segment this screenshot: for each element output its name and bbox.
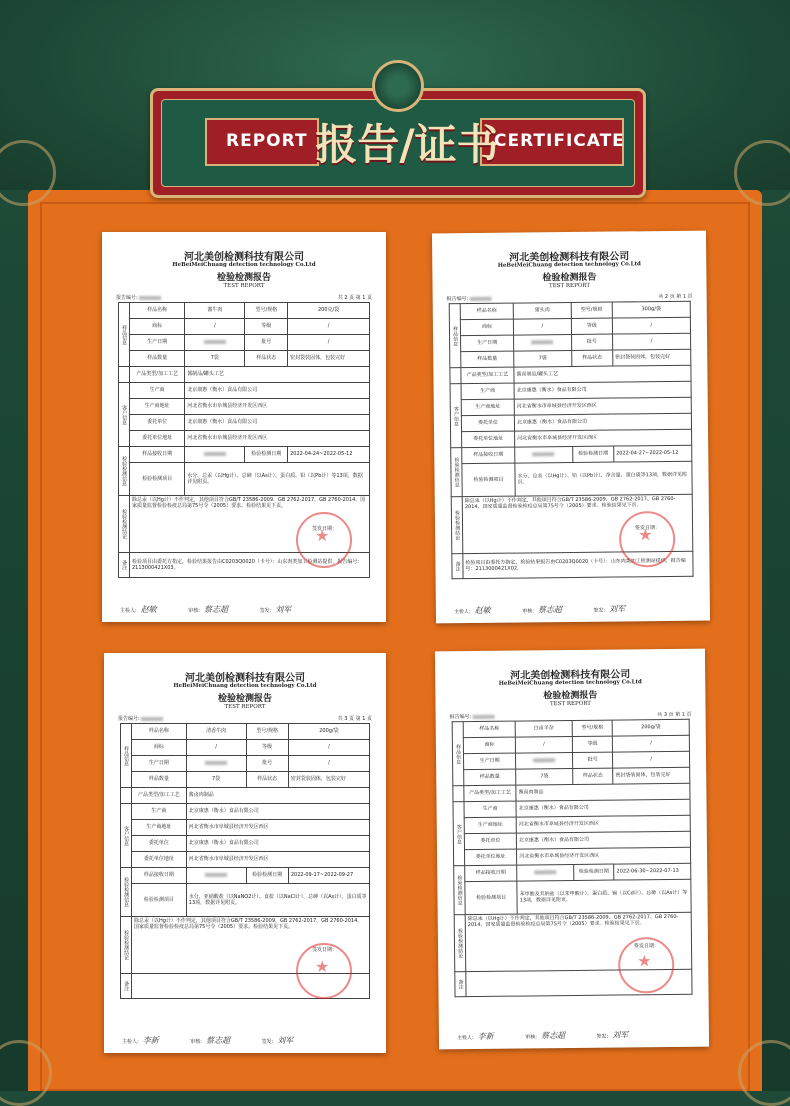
conclusion-cell: 除总汞（以Hg计）不作判定，其他项目符合GB/T 23586-2009、GB 2762-2017、GB 2760-2014、国家质量监督检验检疫总局第75号令（2005）要求。检验结果见下页。 签发日期： (462, 494, 693, 553)
company-name-en: HeBeiMeiChuang detection technology Co.Ltd (498, 679, 642, 687)
cell-label: 样品名称 (463, 721, 515, 738)
cell-label: 样品数量 (464, 769, 516, 786)
cell-value: / (612, 333, 690, 350)
cell-label: 检验检测项目 (130, 463, 185, 496)
cell-label: 型号/规格 (572, 720, 612, 736)
cell-value: 河北省衡水市阜城县经济开发区西区 (516, 815, 690, 833)
cell-value (185, 335, 245, 351)
left-border-strip (0, 190, 28, 1091)
cell-label: 批号 (572, 752, 612, 768)
cell-label: 样品状态 (573, 768, 613, 784)
side-label: 样品信息 (121, 724, 132, 788)
cell-value: 2022-04-27~2022-05-12 (614, 445, 692, 462)
company-name-en: HeBeiMeiChuang detection technology Co.Ltd (172, 262, 316, 268)
cell-label: 等级 (572, 736, 612, 752)
cell-value: / (288, 319, 370, 335)
cell-value: 北京康惠（衡水）食品有限公司 (185, 383, 370, 399)
cell-value: 北京康惠（衡水）食品有限公司 (185, 415, 370, 431)
cell-label: 批号 (571, 334, 612, 350)
cell-value: 白卤羊杂 (515, 720, 572, 737)
page-title: 报告/证书 (315, 120, 499, 169)
report-title: 检验检测报告 (542, 272, 597, 284)
cell-value: / (613, 751, 690, 768)
cell-value: / (612, 317, 690, 334)
report-title: 检验检测报告 (217, 694, 272, 704)
company-name-en: HeBeiMeiChuang detection technology Co.Ltd (173, 683, 317, 689)
page-count: 共 2 页 第 1 页 (658, 293, 693, 301)
side-label: 客户信息 (119, 383, 130, 447)
official-seal-icon (618, 937, 675, 994)
conclusion-cell: 除总汞（以Hg计）不作判定，其他项目符合GB/T 23586-2009、GB 2762-2017、GB 2760-2014、国家质量监督检验检疫总局第75号令（2005）要求。检验结果见下页。 签发日期： (465, 912, 692, 971)
cell-value: 北京康惠（衡水）食品有限公司 (516, 799, 690, 817)
redacted-value (470, 296, 492, 300)
side-label: 检验检测结论 (451, 497, 463, 554)
page-count: 共 2 页 第 1 页 (337, 295, 372, 301)
cell-label: 生产日期 (461, 335, 514, 352)
cell-label: 委托单位 (461, 415, 514, 432)
cell-label: 生产商 (132, 804, 187, 820)
cell-label: 委托单位地址 (465, 849, 517, 866)
cell-label: 样品接收日期 (130, 447, 185, 463)
cell-label: 检验检测项目 (132, 884, 187, 917)
cell-value: 水分、亚硝酸盐（以NaNO2计）、食盐（以NaCl计）、总砷（以As计）、蛋白质等13项，数据详见附页。 (186, 884, 369, 917)
report-document-2[interactable] (432, 231, 710, 624)
cell-value: 河北省衡水市阜城县经济开发区西区 (514, 397, 691, 415)
company-name: 河北美创检测科技有限公司 (509, 251, 630, 264)
side-label: 样品信息 (452, 722, 464, 786)
note-cell: 检验项目由委托方指定，检验结果报告由C0203Q0020（卡号）：山东肉类加工检测站提供，报告编号：2113000421X03。 (130, 553, 370, 578)
cell-value: 2022-04-24~2022-05-12 (288, 447, 370, 463)
cell-label: 批号 (245, 335, 288, 351)
cell-label: 等级 (245, 319, 288, 335)
company-name-en: HeBeiMeiChuang detection technology Co.Ltd (497, 261, 641, 269)
cell-label: 样品数量 (130, 351, 185, 367)
side-label: 检验检测信息 (454, 866, 466, 915)
cell-label: 检验检测日期 (245, 447, 288, 463)
page-count: 共 3 页 第 1 页 (337, 716, 372, 722)
cell-label: 样品接收日期 (465, 865, 517, 882)
side-label: 检验检测信息 (121, 868, 132, 917)
cell-label: 型号/规格 (571, 302, 612, 318)
cell-label: 委托单位地址 (130, 431, 185, 447)
cell-label: 生产商 (464, 801, 516, 818)
side-label: 检验检测结论 (454, 915, 466, 972)
conclusion-cell: 除总汞（以Hg计）不作判定，其他项目符合GB/T 23586-2009、GB 2762-2017、GB 2760-2014、国家质量监督检验检疫总局第75号令（2005）要求。检验结果见下页。 签发日期： (132, 917, 370, 974)
cell-label: 生产商 (461, 383, 514, 400)
report-number: 报告编号: (116, 294, 161, 301)
cell-label: 生产日期 (463, 753, 515, 770)
cell-value: 密封袋装固体，包装完好 (613, 767, 690, 784)
cell-value: 密封袋装固体，包装完好 (613, 349, 691, 366)
cell-value: 200g/袋 (612, 719, 689, 736)
report-title-en: TEST REPORT (223, 283, 265, 289)
side-label: 备注 (452, 554, 463, 579)
signature-row: 主检人: 赵敏 审核: 蔡志超 签发: 刘军 (120, 605, 292, 614)
cell-value (516, 752, 573, 769)
cell-value (186, 868, 246, 884)
cell-value: 北京康惠（衡水）食品有限公司 (514, 381, 691, 399)
cell-label: 检验检测日期 (574, 864, 614, 880)
side-label: 备注 (455, 972, 466, 997)
company-name: 河北美创检测科技有限公司 (510, 669, 631, 682)
cell-value: / (186, 740, 246, 756)
cell-value: 2022-09-17~2022-09-27 (288, 868, 369, 884)
cell-label: 生产商地址 (130, 399, 185, 415)
cell-value: 北京康惠（衡水）食品有限公司 (514, 413, 691, 431)
cell-value: 苯甲酸及其钠盐（以苯甲酸计）、蛋白质、镉（以Cd计）、总砷（以As计）等13项，数据详见附页。 (517, 879, 691, 914)
cell-label: 产品类型/加工工艺 (461, 367, 514, 384)
signature-row: 主检人: 李新 审核: 蔡志超 签发: 刘军 (456, 1030, 629, 1042)
side-label: 备注 (119, 553, 130, 578)
redacted-value (473, 714, 495, 718)
redacted-value (139, 296, 161, 300)
report-document-1[interactable] (102, 232, 386, 622)
report-title-en: TEST REPORT (549, 282, 591, 290)
cell-label: 样品名称 (460, 303, 513, 320)
cell-label: 生产商地址 (132, 820, 187, 836)
cell-label: 产品类型/加工工艺 (130, 367, 185, 383)
cell-label: 商标 (130, 319, 185, 335)
cell-label: 生产日期 (132, 756, 187, 772)
cell-label: 等级 (246, 740, 288, 756)
cell-value: 河北省衡水市阜城县经济开发区西区 (186, 852, 369, 868)
cell-label: 样品接收日期 (462, 447, 515, 464)
conclusion-cell: 除总汞（以Hg计）不作判定，其他项目符合GB/T 23586-2009、GB 2762-2017、GB 2760-2014、国家质量监督检验检疫总局第75号令（2005）要求。检验结果见下页。 签发日期： (130, 496, 370, 553)
cell-label: 委托单位地址 (462, 431, 515, 448)
cell-value: 7袋 (516, 768, 573, 785)
official-seal-icon (296, 943, 352, 999)
cell-value: 300g/袋 (612, 301, 690, 318)
cell-value: 密封袋装固体，包装完好 (288, 772, 369, 788)
cell-label: 商标 (460, 319, 513, 336)
signature-row: 主检人: 李新 审核: 蔡志超 签发: 刘军 (122, 1036, 294, 1045)
cell-value (186, 756, 246, 772)
signature-row: 主检人: 赵敏 审核: 蔡志超 签发: 刘军 (453, 604, 626, 616)
cell-label: 商标 (463, 737, 515, 754)
cell-value: 7袋 (186, 772, 246, 788)
cell-label: 样品状态 (246, 772, 288, 788)
cell-value (515, 446, 573, 463)
cell-label: 检验检测项目 (465, 881, 517, 915)
cell-value: 猪头肉 (513, 302, 571, 319)
cell-value: 酱制品/罐头工艺 (185, 367, 370, 383)
cell-label: 检验检测项目 (462, 463, 515, 497)
official-seal-icon (296, 512, 352, 568)
cell-value: 河北省衡水市阜城县经济开发区西区 (517, 847, 691, 865)
cell-value: / (288, 740, 369, 756)
side-label: 检验检测信息 (451, 448, 463, 497)
cell-value: / (515, 736, 572, 753)
cell-label: 样品名称 (130, 303, 185, 319)
company-name: 河北美创检测科技有限公司 (185, 673, 305, 684)
cell-label: 委托单位地址 (132, 852, 187, 868)
side-label: 客户信息 (450, 384, 462, 448)
side-label: 检验检测结论 (121, 917, 132, 974)
banner-knob-icon (372, 60, 424, 112)
cell-label: 型号/规格 (246, 724, 288, 740)
cell-label: 型号/规格 (245, 303, 288, 319)
cell-value: 酱卤肉制品 (516, 783, 690, 801)
cell-value: / (185, 319, 245, 335)
side-label: 检验检测信息 (119, 447, 130, 496)
cell-label: 样品名称 (132, 724, 187, 740)
cell-value: 北京康惠（衡水）食品有限公司 (186, 836, 369, 852)
cell-label: 生产商地址 (464, 817, 516, 834)
cell-value: 酱牛肉 (185, 303, 245, 319)
report-title: 检验检测报告 (543, 690, 598, 702)
cell-value: 清香牛肉 (186, 724, 246, 740)
report-number: 报告编号: (450, 713, 495, 720)
report-number: 报告编号: (118, 715, 163, 722)
cell-label: 检验检测日期 (573, 446, 614, 462)
company-name: 河北美创检测科技有限公司 (184, 252, 304, 263)
cell-value (185, 447, 245, 463)
side-label: 样品信息 (119, 303, 130, 367)
report-title-en: TEST REPORT (549, 700, 591, 708)
cell-value: 7袋 (514, 350, 572, 367)
report-number: 报告编号: (447, 295, 492, 302)
note-cell: 检验项目由委托方指定，检验结果报告由C0203Q0020（卡号）：山东肉类加工检测站提供，报告编号：2113000421X02。 (463, 551, 693, 578)
cell-value (517, 864, 574, 881)
page-count: 共 3 页 第 1 页 (657, 711, 692, 719)
cell-value (514, 334, 572, 351)
cell-label: 样品接收日期 (132, 868, 187, 884)
header-left-label: REPORT (226, 131, 308, 151)
cell-label: 等级 (571, 318, 612, 334)
cell-label: 产品类型/加工工艺 (132, 788, 187, 804)
side-label: 检验检测结论 (119, 496, 130, 553)
cell-label: 批号 (246, 756, 288, 772)
side-label: 客户信息 (453, 802, 465, 866)
cell-label: 委托单位 (132, 836, 187, 852)
official-seal-icon (619, 511, 676, 568)
cell-label: 生产商地址 (461, 399, 514, 416)
cell-value: / (288, 335, 370, 351)
right-border-strip (762, 190, 790, 1091)
cell-label: 样品数量 (461, 351, 514, 368)
cell-label: 产品类型/加工工艺 (464, 785, 516, 802)
cell-value: 河北省衡水市阜城县经济开发区西区 (186, 820, 369, 836)
cell-value: / (613, 735, 690, 752)
cell-value: 密封袋装固体，包装完好 (288, 351, 370, 367)
report-document-4[interactable] (435, 649, 709, 1050)
header-right-label: CERTIFICATE (494, 131, 625, 151)
cell-label: 样品数量 (132, 772, 187, 788)
cell-label: 委托单位 (464, 833, 516, 850)
cell-label: 检验检测日期 (246, 868, 288, 884)
report-title-en: TEST REPORT (224, 704, 266, 710)
cell-value: 200g/袋 (288, 724, 369, 740)
report-title: 检验检测报告 (216, 273, 271, 283)
cell-value: 酱卤制品/罐头工艺 (514, 365, 691, 383)
side-label: 客户信息 (121, 804, 132, 868)
cell-value: 北京康惠（衡水）食品有限公司 (186, 804, 369, 820)
cell-label: 样品状态 (245, 351, 288, 367)
cell-label: 商标 (132, 740, 187, 756)
cell-value: 北京康惠（衡水）食品有限公司 (516, 831, 690, 849)
cell-value: 河北省衡水市阜城县经济开发区西区 (515, 429, 692, 447)
cell-value: 200克/袋 (288, 303, 370, 319)
cell-value: 7袋 (185, 351, 245, 367)
cell-value: 水分、总汞（以Hg计）、铅（以Pb计）、净含量、蛋白质等13项，数据详见附页。 (515, 461, 692, 496)
cell-label: 样品状态 (572, 350, 613, 366)
ornament-bottom-right-icon (738, 1040, 790, 1106)
cell-value: 水分、总汞（以Hg计）、总砷（以As计）、蛋白质、铅（以Pb计）等13项，数据详见附页。 (185, 463, 370, 496)
side-label: 备注 (121, 974, 132, 999)
redacted-value (141, 717, 163, 721)
cell-value: 2022-06-30~2022-07-13 (614, 863, 691, 880)
cell-label: 委托单位 (130, 415, 185, 431)
cell-value: / (513, 318, 571, 335)
cell-value: 酱卤肉制品 (186, 788, 369, 804)
cell-value: 河北省衡水市阜城县经济开发区西区 (185, 399, 370, 415)
report-document-3[interactable] (104, 653, 386, 1053)
cell-label: 生产日期 (130, 335, 185, 351)
cell-value: 河北省衡水市阜城县经济开发区西区 (185, 431, 370, 447)
cell-value: / (288, 756, 369, 772)
side-label: 样品信息 (449, 304, 461, 368)
cell-label: 生产商 (130, 383, 185, 399)
